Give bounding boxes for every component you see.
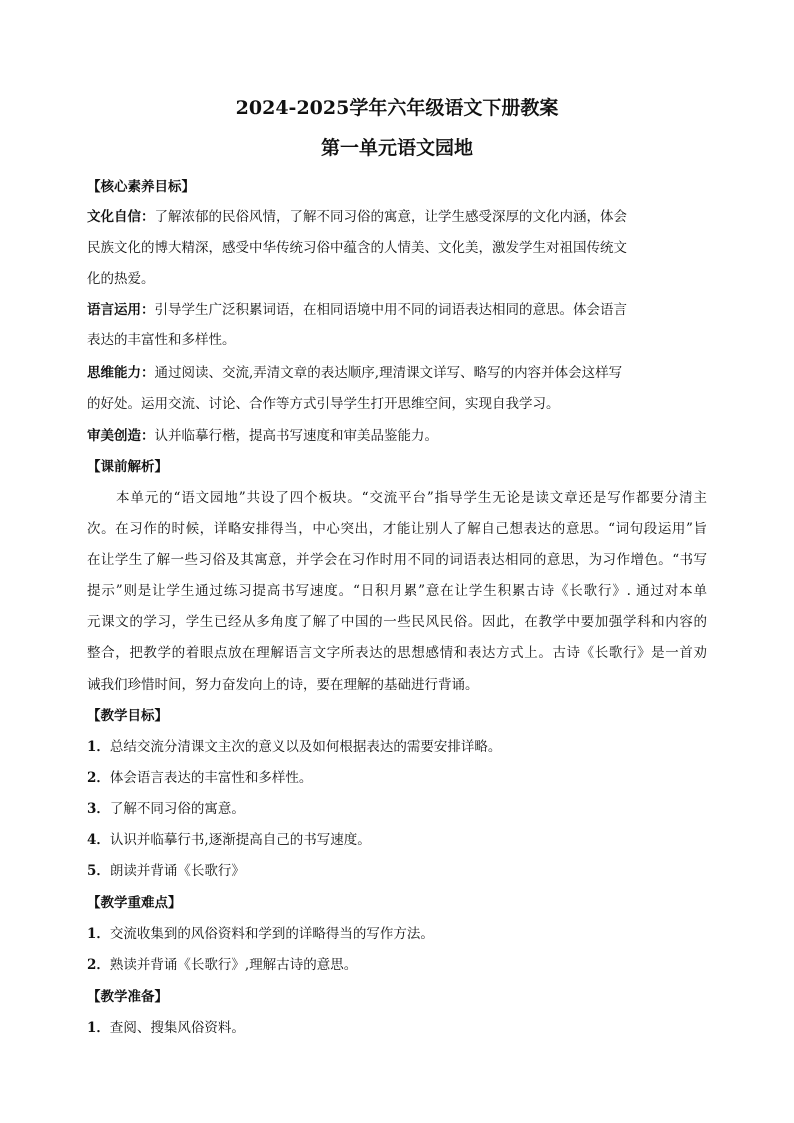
analysis-line-4: 提示”则是让学生通过练习提高书写速度。“日积月累”意在让学生积累古诗《长歌行》. 通过对本单 [87, 583, 707, 599]
preparation-number: 1． [87, 1020, 110, 1036]
objective-text: 总结交流分清课文主次的意义以及如何根据表达的需要安排详略。 [109, 739, 502, 755]
objective-item [87, 769, 312, 787]
key-point-number: 1． [87, 926, 110, 942]
section-heading-core-literacy: 【核心素养目标】 [87, 179, 195, 195]
section-heading-objectives: 【教学目标】 [87, 708, 168, 724]
objective-item [87, 800, 245, 818]
section-heading-key-points: 【教学重难点】 [87, 895, 182, 911]
key-point-item [87, 956, 357, 974]
objective-number: 4． [87, 832, 110, 848]
culture-text-2: 民族文化的博大精深，感受中华传统习俗中蕴含的人情美、文化美，激发学生对祖国传统文 [87, 240, 627, 256]
objective-number: 1． [87, 739, 110, 755]
key-point-number: 2． [87, 957, 110, 973]
thinking-label: 思维能力： [87, 365, 155, 381]
thinking-text-2: 的好处。运用交流、讨论、合作等方式引导学生打开思维空间，实现自我学习。 [87, 396, 560, 412]
key-point-text: 交流收集到的风俗资料和学到的详略得当的写作方法。 [109, 926, 434, 942]
language-label: 语言运用： [87, 302, 155, 318]
objective-item [87, 738, 501, 756]
analysis-line-1: 本单元的“语文园地”共设了四个板块。“交流平台”指导学生无论是读文章还是写作都要分清主 [116, 490, 707, 506]
objective-number: 2． [87, 770, 110, 786]
objective-text: 朗读并背诵《长歌行》 [109, 863, 245, 879]
section-heading-preparation: 【教学准备】 [87, 989, 168, 1005]
language-text-1: 引导学生广泛积累词语，在相同语境中用不同的词语表达相同的意思。体会语言 [154, 302, 627, 318]
objective-item [87, 862, 245, 880]
section-heading-analysis: 【课前解析】 [87, 459, 168, 475]
culture-text-1: 了解浓郁的民俗风情，了解不同习俗的寓意，让学生感受深厚的文化内涵，体会 [154, 209, 627, 225]
document-subtitle: 第一单元语文园地 [320, 137, 473, 159]
objective-number: 3． [87, 801, 110, 817]
aesthetic-paragraph-line-1 [87, 427, 438, 445]
analysis-line-7: 诫我们珍惜时间，努力奋发向上的诗，要在理解的基础进行背诵。 [87, 677, 479, 693]
objective-item [87, 831, 371, 849]
aesthetic-text-1: 认并临摹行楷，提高书写速度和审美品鉴能力。 [154, 428, 438, 444]
culture-text-3: 化的热爱。 [87, 271, 155, 287]
thinking-paragraph-line-1 [87, 364, 622, 382]
analysis-line-6: 整合，把教学的着眼点放在理解语言文字所表达的思想感情和表达方式上。古诗《长歌行》是一首劝 [87, 645, 707, 661]
language-paragraph-line-1 [87, 301, 627, 319]
objective-text: 了解不同习俗的寓意。 [109, 801, 245, 817]
culture-label: 文化自信： [87, 209, 155, 225]
objective-text: 体会语言表达的丰富性和多样性。 [109, 770, 313, 786]
preparation-text: 查阅、搜集风俗资料。 [109, 1020, 245, 1036]
document-title: 2024-2025学年六年级语文下册教案 [235, 97, 559, 119]
objective-number: 5． [87, 863, 110, 879]
language-text-2: 表达的丰富性和多样性。 [87, 332, 236, 348]
objective-text: 认识并临摹行书,逐渐提高自己的书写速度。 [109, 832, 371, 848]
aesthetic-label: 审美创造： [87, 428, 155, 444]
thinking-text-1: 通过阅读、交流,弄清文章的表达顺序,理清课文详写、略写的内容并体会这样写 [154, 365, 623, 381]
analysis-line-3: 在让学生了解一些习俗及其寓意，并学会在习作时用不同的词语表达相同的意思，为习作增色。“书写 [87, 552, 707, 568]
key-point-item [87, 925, 434, 943]
preparation-item [87, 1019, 245, 1037]
key-point-text: 熟读并背诵《长歌行》,理解古诗的意思。 [109, 957, 358, 973]
culture-paragraph-line-1 [87, 208, 627, 226]
analysis-line-2: 次。在习作的时候，详略安排得当，中心突出，才能让别人了解自己想表达的意思。“词句段运用”旨 [87, 521, 707, 537]
analysis-line-5: 元课文的学习，学生已经从多角度了解了中国的一些民风民俗。因此，在教学中要加强学科和内容的 [87, 614, 707, 630]
